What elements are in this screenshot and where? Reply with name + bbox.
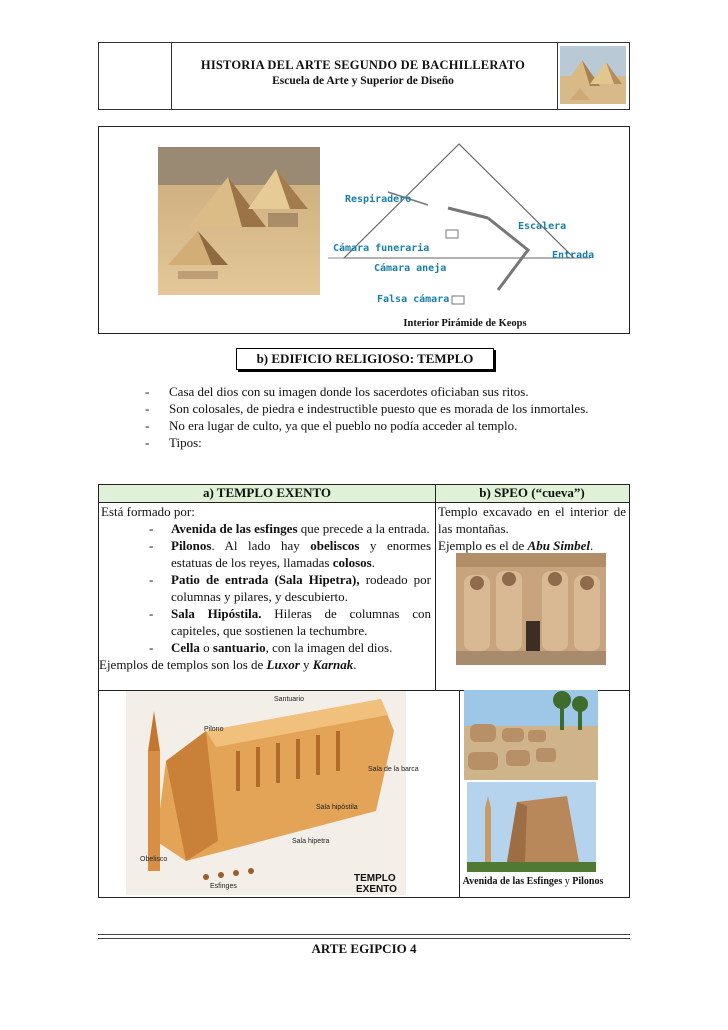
header-pyramids-image — [560, 46, 626, 104]
header-title: HISTORIA DEL ARTE SEGUNDO DE BACHILLERATO — [200, 58, 526, 72]
templo-exento-plan — [126, 691, 419, 895]
pilonos-caption: Avenida de las Esfinges y Pilonos — [462, 876, 604, 887]
header-divider-right — [557, 43, 558, 109]
list-item: - Cella o santuario, con la imagen del dios. — [149, 640, 393, 655]
pilonos-photo — [467, 782, 596, 872]
bullet-item: - Casa del dios con su imagen donde los sacerdotes oficiaban sus ritos. — [145, 384, 529, 399]
bullet-item: - Tipos: — [145, 435, 202, 450]
temple-examples: Ejemplos de templos son los de Luxor y Karnak. — [99, 657, 357, 672]
plan-label-sala-hipetra: Sala hipetra — [292, 838, 330, 845]
keops-interior-diagram — [328, 140, 595, 312]
plan-label-santuario: Santuario — [274, 696, 304, 703]
section-heading: b) EDIFICIO RELIGIOSO: TEMPLO — [236, 348, 494, 370]
templo-exento-description: Está formado por: - Avenida de las esfinges que precede a la entrada. - Pilonos. Al lado hay obeliscos y enormes estatuas de los reyes, llamadas colosos. - Patio de entrada (Sala Hipetra), rodeado por columnas y pilares, y descubierto. - Sala Hipóstila. Hileras de columnas con capiteles, que sostienen la techumbre. - Cella o santuario, con la imagen del dios. Ejemplos de templos son los de Luxor y Karnak. — [99, 504, 432, 672]
table-header-speo: b) SPEO (“cueva”) — [479, 485, 585, 500]
label-escalera: Escalera — [518, 221, 567, 232]
list-item: - Sala Hipóstila. Hileras de columnas con capiteles, que sostienen la techumbre. — [149, 606, 431, 638]
list-item: - Pilonos. Al lado hay obeliscos y enormes estatuas de los reyes, llamadas colosos. — [149, 538, 432, 570]
footer-text: ARTE EGIPCIO 4 — [311, 941, 417, 956]
plan-label-esfinges: Esfinges — [210, 883, 237, 890]
bullet-item: - No era lugar de culto, ya que el pueblo no podía acceder al templo. — [145, 418, 518, 433]
bullet-list — [145, 383, 625, 451]
plan-label-sala-hipostila: Sala hipóstila — [316, 804, 358, 811]
diagram-caption: Interior Pirámide de Keops — [403, 318, 527, 329]
giza-pyramids-photo — [158, 147, 320, 295]
footer-rule — [98, 934, 630, 935]
plan-label-obelisco: Obelisco — [140, 856, 168, 863]
abu-simbel-photo — [456, 553, 606, 665]
plan-label-sala-barca: Sala de la barca — [368, 766, 419, 773]
footer-rule — [98, 938, 630, 939]
table-header-templo-exento: a) TEMPLO EXENTO — [202, 485, 332, 500]
list-item: - Patio de entrada (Sala Hipetra), rodeado por columnas y pilares, y descubierto. — [149, 572, 431, 604]
label-entrada: Entrada — [552, 250, 595, 261]
plan-label-exento: EXENTO — [356, 884, 397, 895]
header-subtitle: Escuela de Arte y Superior de Diseño — [272, 75, 454, 87]
list-item: - Avenida de las esfinges que precede a la entrada. — [149, 521, 430, 536]
label-camara-funeraria: Cámara funeraria — [333, 243, 430, 254]
label-falsa-camara: Falsa cámara — [377, 294, 450, 305]
speo-description: Templo excavado en el interior de las montañas. Ejemplo es el de Abu Simbel. — [438, 504, 626, 553]
plan-label-templo: TEMPLO — [354, 873, 396, 884]
bullet-item: - Son colosales, de piedra e indestructible puesto que es morada de los inmortales. — [145, 401, 589, 416]
avenida-esfinges-photo — [464, 690, 598, 780]
plan-label-pilono: Pilono — [204, 726, 224, 733]
label-respiradero: Respiradero — [345, 194, 412, 205]
label-camara-aneja: Cámara aneja — [374, 263, 447, 274]
